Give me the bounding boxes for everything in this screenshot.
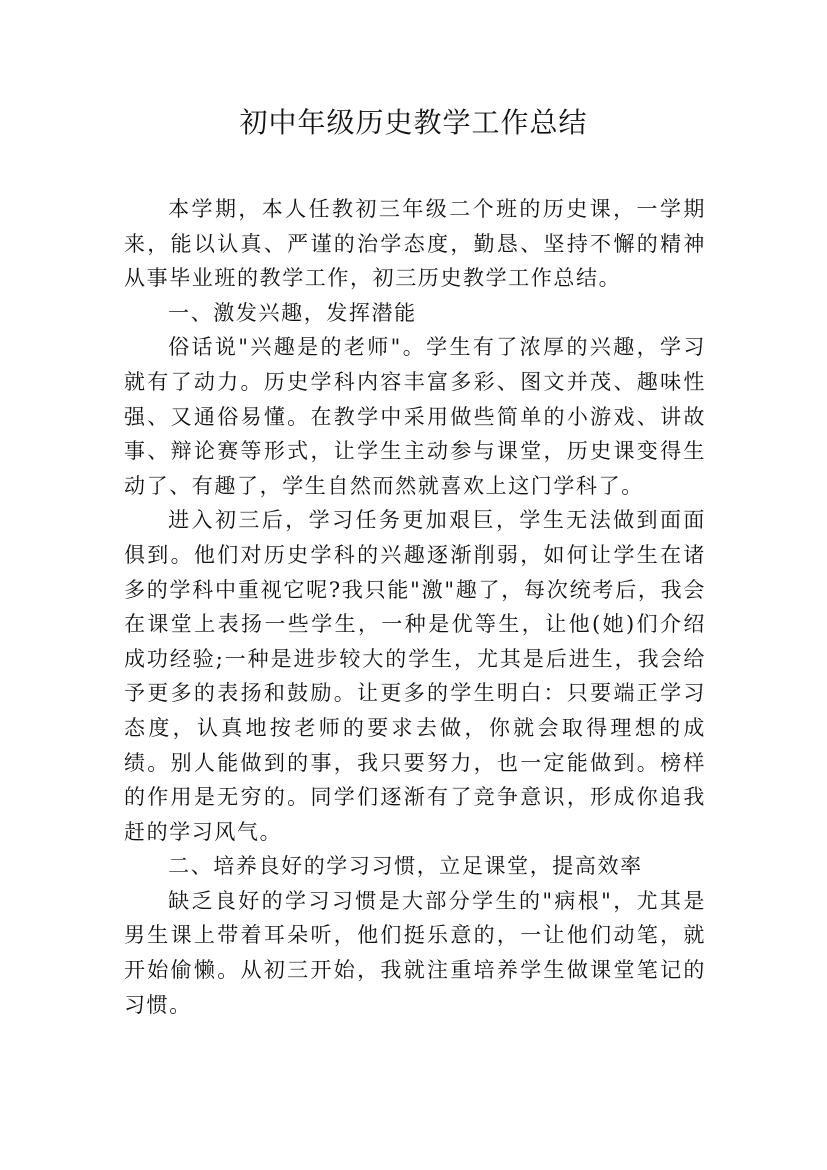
document-body: [124, 192, 706, 1022]
paragraph-interest: 俗话说"兴趣是的老师"。学生有了浓厚的兴趣，学习就有了动力。历史学科内容丰富多彩、图文并茂、趣味性强、又通俗易懂。在教学中采用做些简单的小游戏、讲故事、辩论赛等形式，让学生主动参与课堂，历史课变得生动了、有趣了，学生自然而然就喜欢上这门学科了。: [124, 335, 706, 498]
section-heading-2: 二、培养良好的学习习惯，立足课堂，提高效率: [168, 854, 643, 879]
document-title: 初中年级历史教学工作总结: [239, 106, 588, 139]
paragraph-grade-three: 进入初三后，学习任务更加艰巨，学生无法做到面面俱到。他们对历史学科的兴趣逐渐削弱，如何让学生在诸多的学科中重视它呢?我只能"激"趣了，每次统考后，我会在课堂上表扬一些学生，一种是优等生，让他(她)们介绍成功经验;一种是进步较大的学生，尤其是后进生，我会给予更多的表扬和鼓励。让更多的学生明白：只要端正学习态度，认真地按老师的要求去做，你就会取得理想的成绩。别人能做到的事，我只要努力，也一定能做到。榜样的作用是无穷的。同学们逐渐有了竞争意识，形成你追我赶的学习风气。: [124, 508, 706, 844]
paragraph-habits: 缺乏良好的学习习惯是大部分学生的"病根"，尤其是男生课上带着耳朵听，他们挺乐意的，一让他们动笔，就开始偷懒。从初三开始，我就注重培养学生做课堂笔记的习惯。: [124, 888, 706, 1017]
paragraph-intro: 本学期，本人任教初三年级二个班的历史课，一学期来，能以认真、严谨的治学态度，勤恳、坚持不懈的精神从事毕业班的教学工作，初三历史教学工作总结。: [124, 197, 706, 291]
section-heading-1: 一、激发兴趣，发挥潜能: [168, 300, 417, 325]
